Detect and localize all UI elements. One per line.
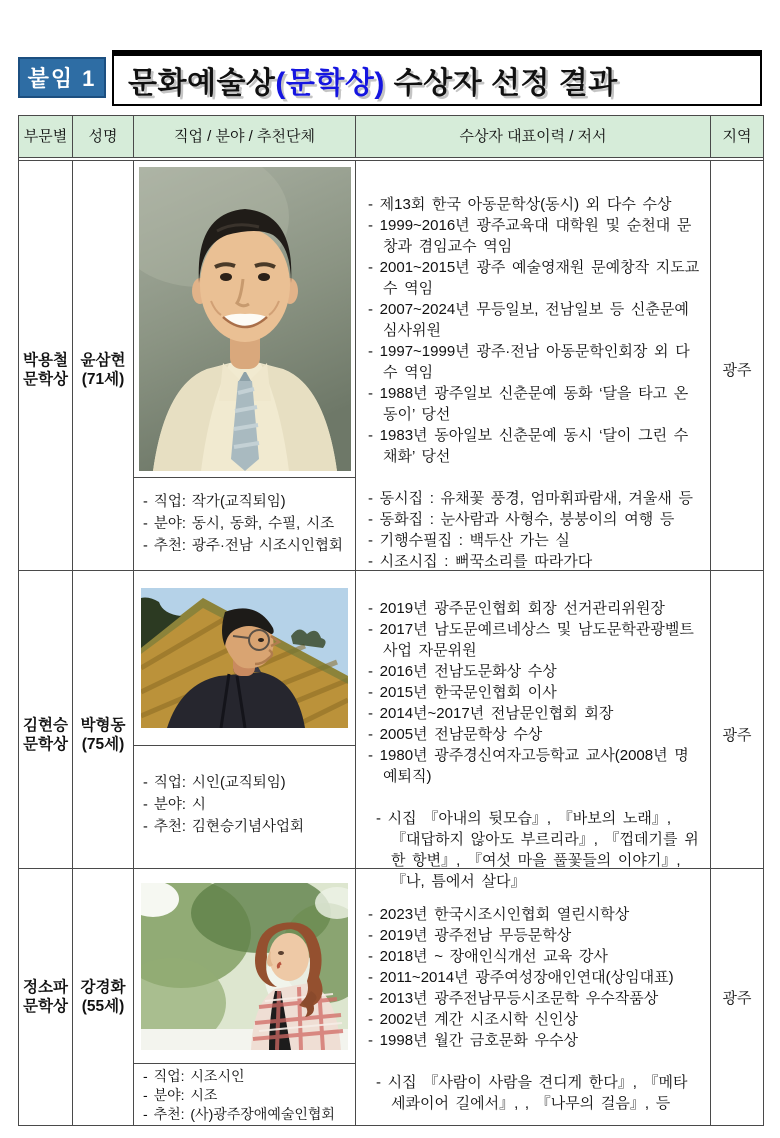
title-suffix: 수상자 선정 결과	[384, 67, 618, 100]
history-item: - 2001~2015년 광주 예술영재원 문예창작 지도교수 역임	[368, 257, 702, 299]
table-header-row	[19, 116, 763, 161]
column-header-name: 성명	[73, 116, 134, 157]
photo-yun-samhyeon	[134, 161, 355, 477]
category-line: 문학상	[23, 998, 68, 1015]
profile-item: - 직업: 시인(교직퇴임)	[143, 772, 351, 794]
history-cell	[356, 571, 711, 898]
media-cell	[134, 571, 356, 898]
column-header-region: 지역	[711, 116, 763, 157]
history-item: - 1988년 광주일보 신춘문예 동화 ‘달을 타고 온 동이’ 당선	[368, 383, 702, 425]
profile-item: - 분야: 시	[143, 794, 351, 816]
title-prefix: 문화예술상	[128, 67, 276, 100]
history-item: - 2016년 전남도문화상 수상	[368, 661, 702, 682]
column-header-category: 부문별	[19, 116, 73, 157]
history-item: - 2005년 전남문학상 수상	[368, 724, 702, 745]
history-cell	[356, 161, 711, 578]
history-item: - 2011~2014년 광주여성장애인연대(상임대표)	[368, 967, 702, 988]
table-row	[19, 571, 763, 890]
history-item: - 동시집 : 유채꽃 풍경, 엄마휘파람새, 겨울새 등	[368, 488, 702, 509]
name-line: 강경화	[80, 979, 126, 996]
name-cell	[73, 571, 134, 898]
profile-item: - 직업: 시조시인	[143, 1067, 351, 1086]
awards-table	[18, 115, 764, 1126]
page-title	[128, 58, 618, 102]
name-cell	[73, 869, 134, 1125]
profile-item: - 분야: 시조	[143, 1086, 351, 1105]
history-item: - 2015년 한국문인협회 이사	[368, 682, 702, 703]
history-item: - 1983년 동아일보 신춘문예 동시 ‘달이 그린 수채화’ 당선	[368, 425, 702, 467]
media-cell	[134, 869, 356, 1125]
region-cell: 광주	[722, 362, 752, 379]
profile-info	[134, 1063, 355, 1125]
history-item: - 1980년 광주경신여자고등학교 교사(2008년 명예퇴직)	[368, 745, 702, 787]
history-item: - 2014년~2017년 전남문인협회 회장	[368, 703, 702, 724]
profile-item: - 직업: 작가(교직퇴임)	[143, 491, 351, 513]
category-line: 문학상	[23, 370, 68, 388]
history-cell	[356, 869, 711, 1125]
history-item: - 2013년 광주전남무등시조문학 우수작품상	[368, 988, 702, 1009]
profile-item: - 추천: 광주·전남 시조시인협회	[143, 535, 351, 557]
category-cell	[19, 869, 73, 1125]
history-item: - 1999~2016년 광주교육대 대학원 및 순천대 문창과 겸임교수 역임	[368, 215, 702, 257]
media-cell	[134, 161, 356, 578]
history-item: - 2019년 광주문인협회 회장 선거관리위원장	[368, 598, 702, 619]
history-item: - 제13회 한국 아동문학상(동시) 외 다수 수상	[368, 194, 702, 215]
category-line: 김현승	[23, 716, 68, 734]
name-cell	[73, 161, 134, 578]
profile-info	[134, 477, 355, 570]
profile-item: - 분야: 동시, 동화, 수필, 시조	[143, 513, 351, 535]
category-cell	[19, 571, 73, 898]
photo-kang-gyeonghwa	[134, 869, 355, 1063]
name-line: 박형동	[80, 716, 126, 734]
history-item: - 2018년 ~ 장애인식개선 교육 강사	[368, 946, 702, 967]
category-cell	[19, 161, 73, 578]
history-item: - 기행수필집 : 백두산 가는 실	[368, 530, 702, 551]
history-item: - 동화집 : 눈사람과 사형수, 붕붕이의 여행 등	[368, 509, 702, 530]
profile-item: - 추천: (사)광주장애예술인협회	[143, 1105, 351, 1124]
name-line: 윤삼현	[80, 351, 126, 369]
category-line: 문학상	[23, 735, 68, 753]
history-item: - 2023년 한국시조시인협회 열린시학상	[368, 904, 702, 925]
name-line: (55세)	[81, 998, 125, 1015]
photo-park-hyeongdong	[134, 571, 355, 745]
name-line: (71세)	[81, 370, 125, 388]
history-item: - 2017년 남도문예르네상스 및 남도문학관광벨트 사업 자문위원	[368, 619, 702, 661]
table-row	[19, 869, 763, 1125]
region-cell: 광주	[722, 727, 752, 744]
profile-item: - 추천: 김현승기념사업회	[143, 816, 351, 838]
history-item: - 2002년 계간 시조시학 신인상	[368, 1009, 702, 1030]
table-body	[19, 161, 763, 1125]
column-header-history: 수상자 대표이력 / 저서	[356, 116, 711, 157]
table-row	[19, 161, 763, 571]
history-item: - 1997~1999년 광주·전남 아동문학인회장 외 다수 역임	[368, 341, 702, 383]
category-line: 박용철	[23, 351, 68, 369]
title-box	[112, 50, 762, 106]
region-cell: 광주	[722, 989, 752, 1007]
history-item: - 시조시집 : 뻐꾹소리를 따라가다	[368, 551, 702, 572]
history-item: - 시집 『사람이 사람을 견디게 한다』, 『메타세콰이어 길에서』, , 『나무의 걸음』, 등	[376, 1072, 702, 1114]
name-line: (75세)	[81, 735, 125, 753]
column-header-occupation: 직업 / 분야 / 추천단체	[134, 116, 356, 157]
history-item: - 2007~2024년 무등일보, 전남일보 등 신춘문예 심사위원	[368, 299, 702, 341]
category-line: 정소파	[23, 979, 68, 996]
history-item: - 2019년 광주전남 무등문학상	[368, 925, 702, 946]
title-highlight: (문학상)	[275, 67, 385, 100]
history-item: - 1998년 월간 금호문화 우수상	[368, 1030, 702, 1051]
attachment-badge: 붙임 1	[18, 57, 106, 98]
history-item: - 시집 『아내의 뒷모습』, 『바보의 노래』, 『대답하지 않아도 부르리라』, 『껍데기를 위한 항변』, 『여섯 마을 풀꽃들의 이야기』, 『나, 틈에서 살다』	[376, 808, 702, 892]
profile-info	[134, 745, 355, 868]
